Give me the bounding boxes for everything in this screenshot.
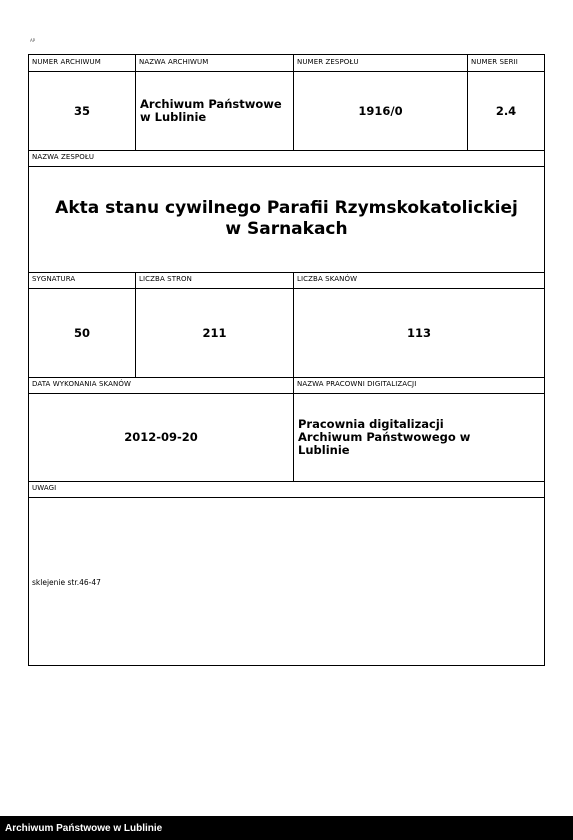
nazwa-zespolu-cell <box>29 166 544 272</box>
liczba-skanow-cell <box>294 288 544 377</box>
numer-archiwum-value: 35 <box>73 103 90 118</box>
data-wykonania-value: 2012-09-20 <box>124 430 198 444</box>
numer-serii-label: NUMER SERII <box>471 58 518 66</box>
uwagi-label-cell <box>29 481 544 497</box>
footer-bar <box>0 816 573 840</box>
data-wykonania-label: DATA WYKONANIA SKANÓW <box>32 380 131 388</box>
numer-archiwum-cell <box>29 71 136 150</box>
numer-zespolu-cell <box>294 71 468 150</box>
uwagi-label: UWAGI <box>32 484 57 492</box>
liczba-skanow-label: LICZBA SKANÓW <box>297 275 358 283</box>
nazwa-pracowni-label-cell <box>294 377 544 393</box>
nazwa-archiwum-value: Archiwum Państwowe w Lublinie <box>140 96 282 124</box>
nazwa-pracowni-value: Pracownia digitalizacji Archiwum Państwowego w Lublinie <box>298 416 471 457</box>
liczba-stron-label-cell <box>136 272 294 288</box>
row1-values <box>29 71 544 151</box>
sygnatura-label: SYGNATURA <box>32 275 76 283</box>
liczba-skanow-label-cell <box>294 272 544 288</box>
liczba-stron-label: LICZBA STRON <box>139 275 192 283</box>
nazwa-pracowni-label: NAZWA PRACOWNI DIGITALIZACJI <box>297 380 417 388</box>
nazwa-zespolu-label-row <box>29 150 544 167</box>
sygnatura-cell <box>29 288 136 377</box>
nazwa-zespolu-value: Akta stanu cywilnego Parafii Rzymskokatolickiej w Sarnakach <box>55 198 518 239</box>
nazwa-archiwum-label: NAZWA ARCHIWUM <box>139 58 209 66</box>
numer-archiwum-label-cell <box>29 55 136 71</box>
nazwa-zespolu-value-row <box>29 166 544 273</box>
liczba-stron-value: 211 <box>202 325 227 340</box>
nazwa-archiwum-label-cell <box>136 55 294 71</box>
nazwa-archiwum-cell <box>136 71 294 150</box>
numer-zespolu-value: 1916/0 <box>358 103 403 118</box>
sygnatura-value: 50 <box>73 325 90 340</box>
row3-labels <box>29 272 544 289</box>
uwagi-label-row <box>29 481 544 498</box>
sygnatura-label-cell <box>29 272 136 288</box>
nazwa-zespolu-label: NAZWA ZESPOŁU <box>32 153 95 161</box>
numer-zespolu-label: NUMER ZESPOŁU <box>297 58 359 66</box>
numer-serii-label-cell <box>468 55 544 71</box>
numer-archiwum-label: NUMER ARCHIWUM <box>32 58 101 66</box>
uwagi-value: sklejenie str.46-47 <box>32 578 101 587</box>
corner-mark: AP <box>30 38 36 43</box>
row3-values <box>29 288 544 378</box>
numer-serii-value: 2.4 <box>495 103 517 118</box>
row4-values <box>29 393 544 482</box>
footer-text: Archiwum Państwowe w Lublinie <box>5 822 163 834</box>
nazwa-pracowni-cell <box>294 393 544 481</box>
row4-labels <box>29 377 544 394</box>
numer-zespolu-label-cell <box>294 55 468 71</box>
row1-labels <box>29 55 544 72</box>
metrics-card <box>28 54 545 666</box>
data-wykonania-label-cell <box>29 377 294 393</box>
liczba-skanow-value: 113 <box>406 325 431 340</box>
liczba-stron-cell <box>136 288 294 377</box>
nazwa-zespolu-label-cell <box>29 150 544 166</box>
numer-serii-cell <box>468 71 544 150</box>
data-wykonania-cell <box>29 393 294 481</box>
